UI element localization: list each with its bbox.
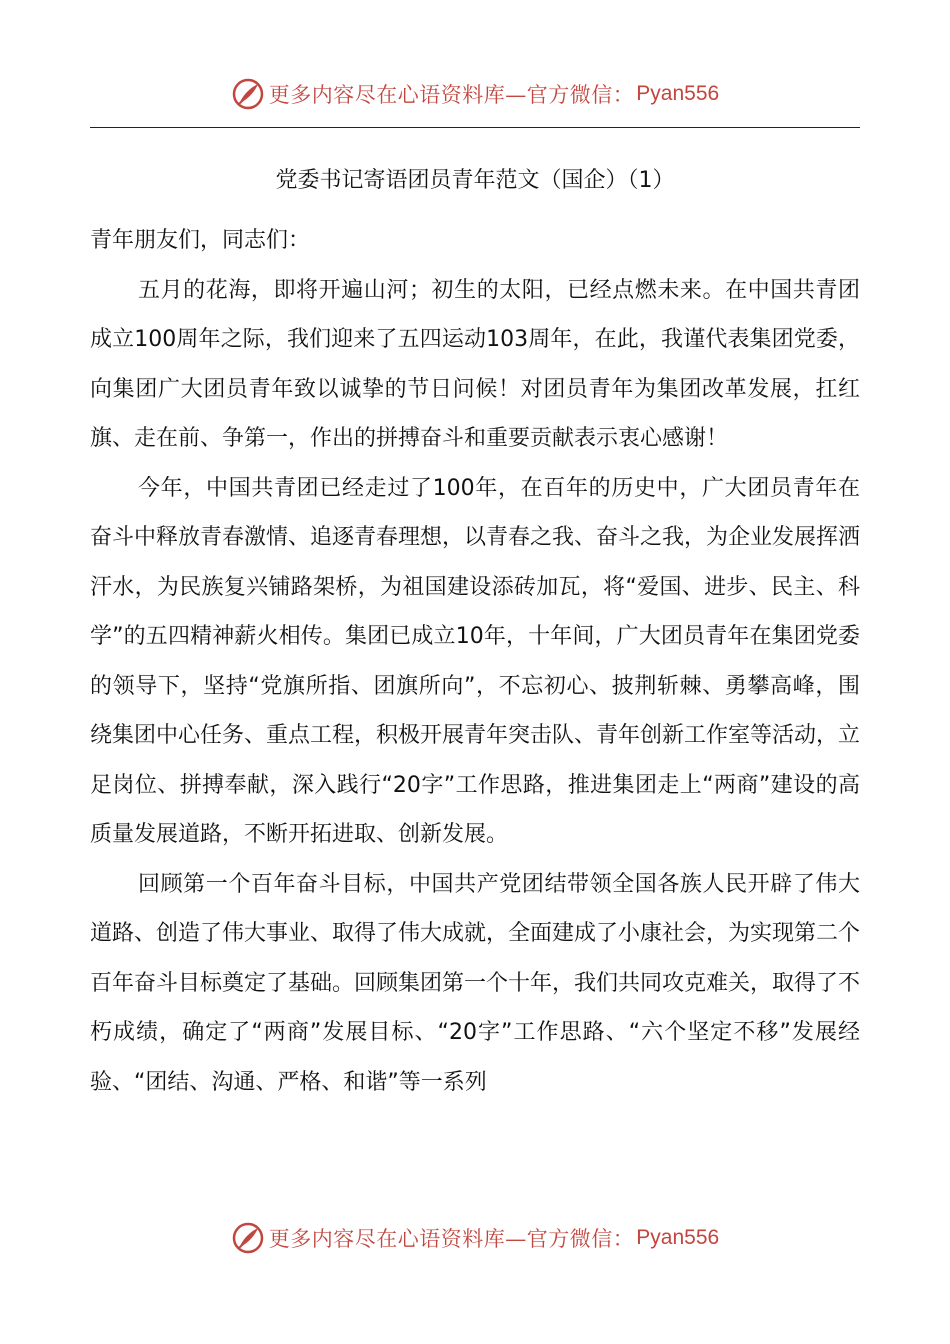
quill-logo-icon bbox=[231, 1221, 265, 1255]
greeting-line: 青年朋友们，同志们： bbox=[90, 228, 311, 253]
document-body bbox=[90, 216, 860, 1107]
footer-watermark bbox=[0, 1216, 950, 1260]
body-paragraph: 五月的花海，即将开遍山河；初生的太阳，已经点燃未来。在中国共青团成立100周年之际，我们迎来了五四运动103周年，在此，我谨代表集团党委，向集团广大团员青年致以诚挚的节日问候！对团员青年为集团改革发展，扛红旗、走在前、争第一，作出的拼搏奋斗和重要贡献表示衷心感谢！ bbox=[90, 277, 860, 451]
document-title: 党委书记寄语团员青年范文（国企）（1） bbox=[275, 168, 675, 193]
quill-logo-icon bbox=[231, 77, 265, 111]
watermark-text: 更多内容尽在心语资料库—官方微信： bbox=[268, 1227, 635, 1251]
watermark-wechat-id: Pyan556 bbox=[636, 1226, 720, 1249]
body-paragraph: 回顾第一个百年奋斗目标，中国共产党团结带领全国各族人民开辟了伟大道路、创造了伟大事业、取得了伟大成就，全面建成了小康社会，为实现第二个百年奋斗目标奠定了基础。回顾集团第一个十年，我们共同攻克难关，取得了不朽成绩，确定了“两商”发展目标、“20字”工作思路、“六个坚定不移”发展经验、“团结、沟通、严格、和谐”等一系列 bbox=[90, 871, 861, 1095]
watermark-wechat-id: Pyan556 bbox=[636, 82, 720, 105]
header-watermark bbox=[0, 72, 950, 116]
body-paragraph: 今年，中国共青团已经走过了100年，在百年的历史中，广大团员青年在奋斗中释放青春激情、追逐青春理想，以青春之我、奋斗之我，为企业发展挥洒汗水，为民族复兴铺路架桥，为祖国建设添砖加瓦，将“爱国、进步、民主、科学”的五四精神薪火相传。集团已成立10年，十年间，广大团员青年在集团党委的领导下，坚持“党旗所指、团旗所向”，不忘初心、披荆斩棘、勇攀高峰，围绕集团中心任务、重点工程，积极开展青年突击队、青年创新工作室等活动，立足岗位、拼搏奉献，深入践行“20字”工作思路，推进集团走上“两商”建设的高质量发展道路，不断开拓进取、创新发展。 bbox=[90, 475, 861, 847]
watermark-text: 更多内容尽在心语资料库—官方微信： bbox=[268, 83, 635, 107]
header-divider bbox=[90, 127, 860, 128]
